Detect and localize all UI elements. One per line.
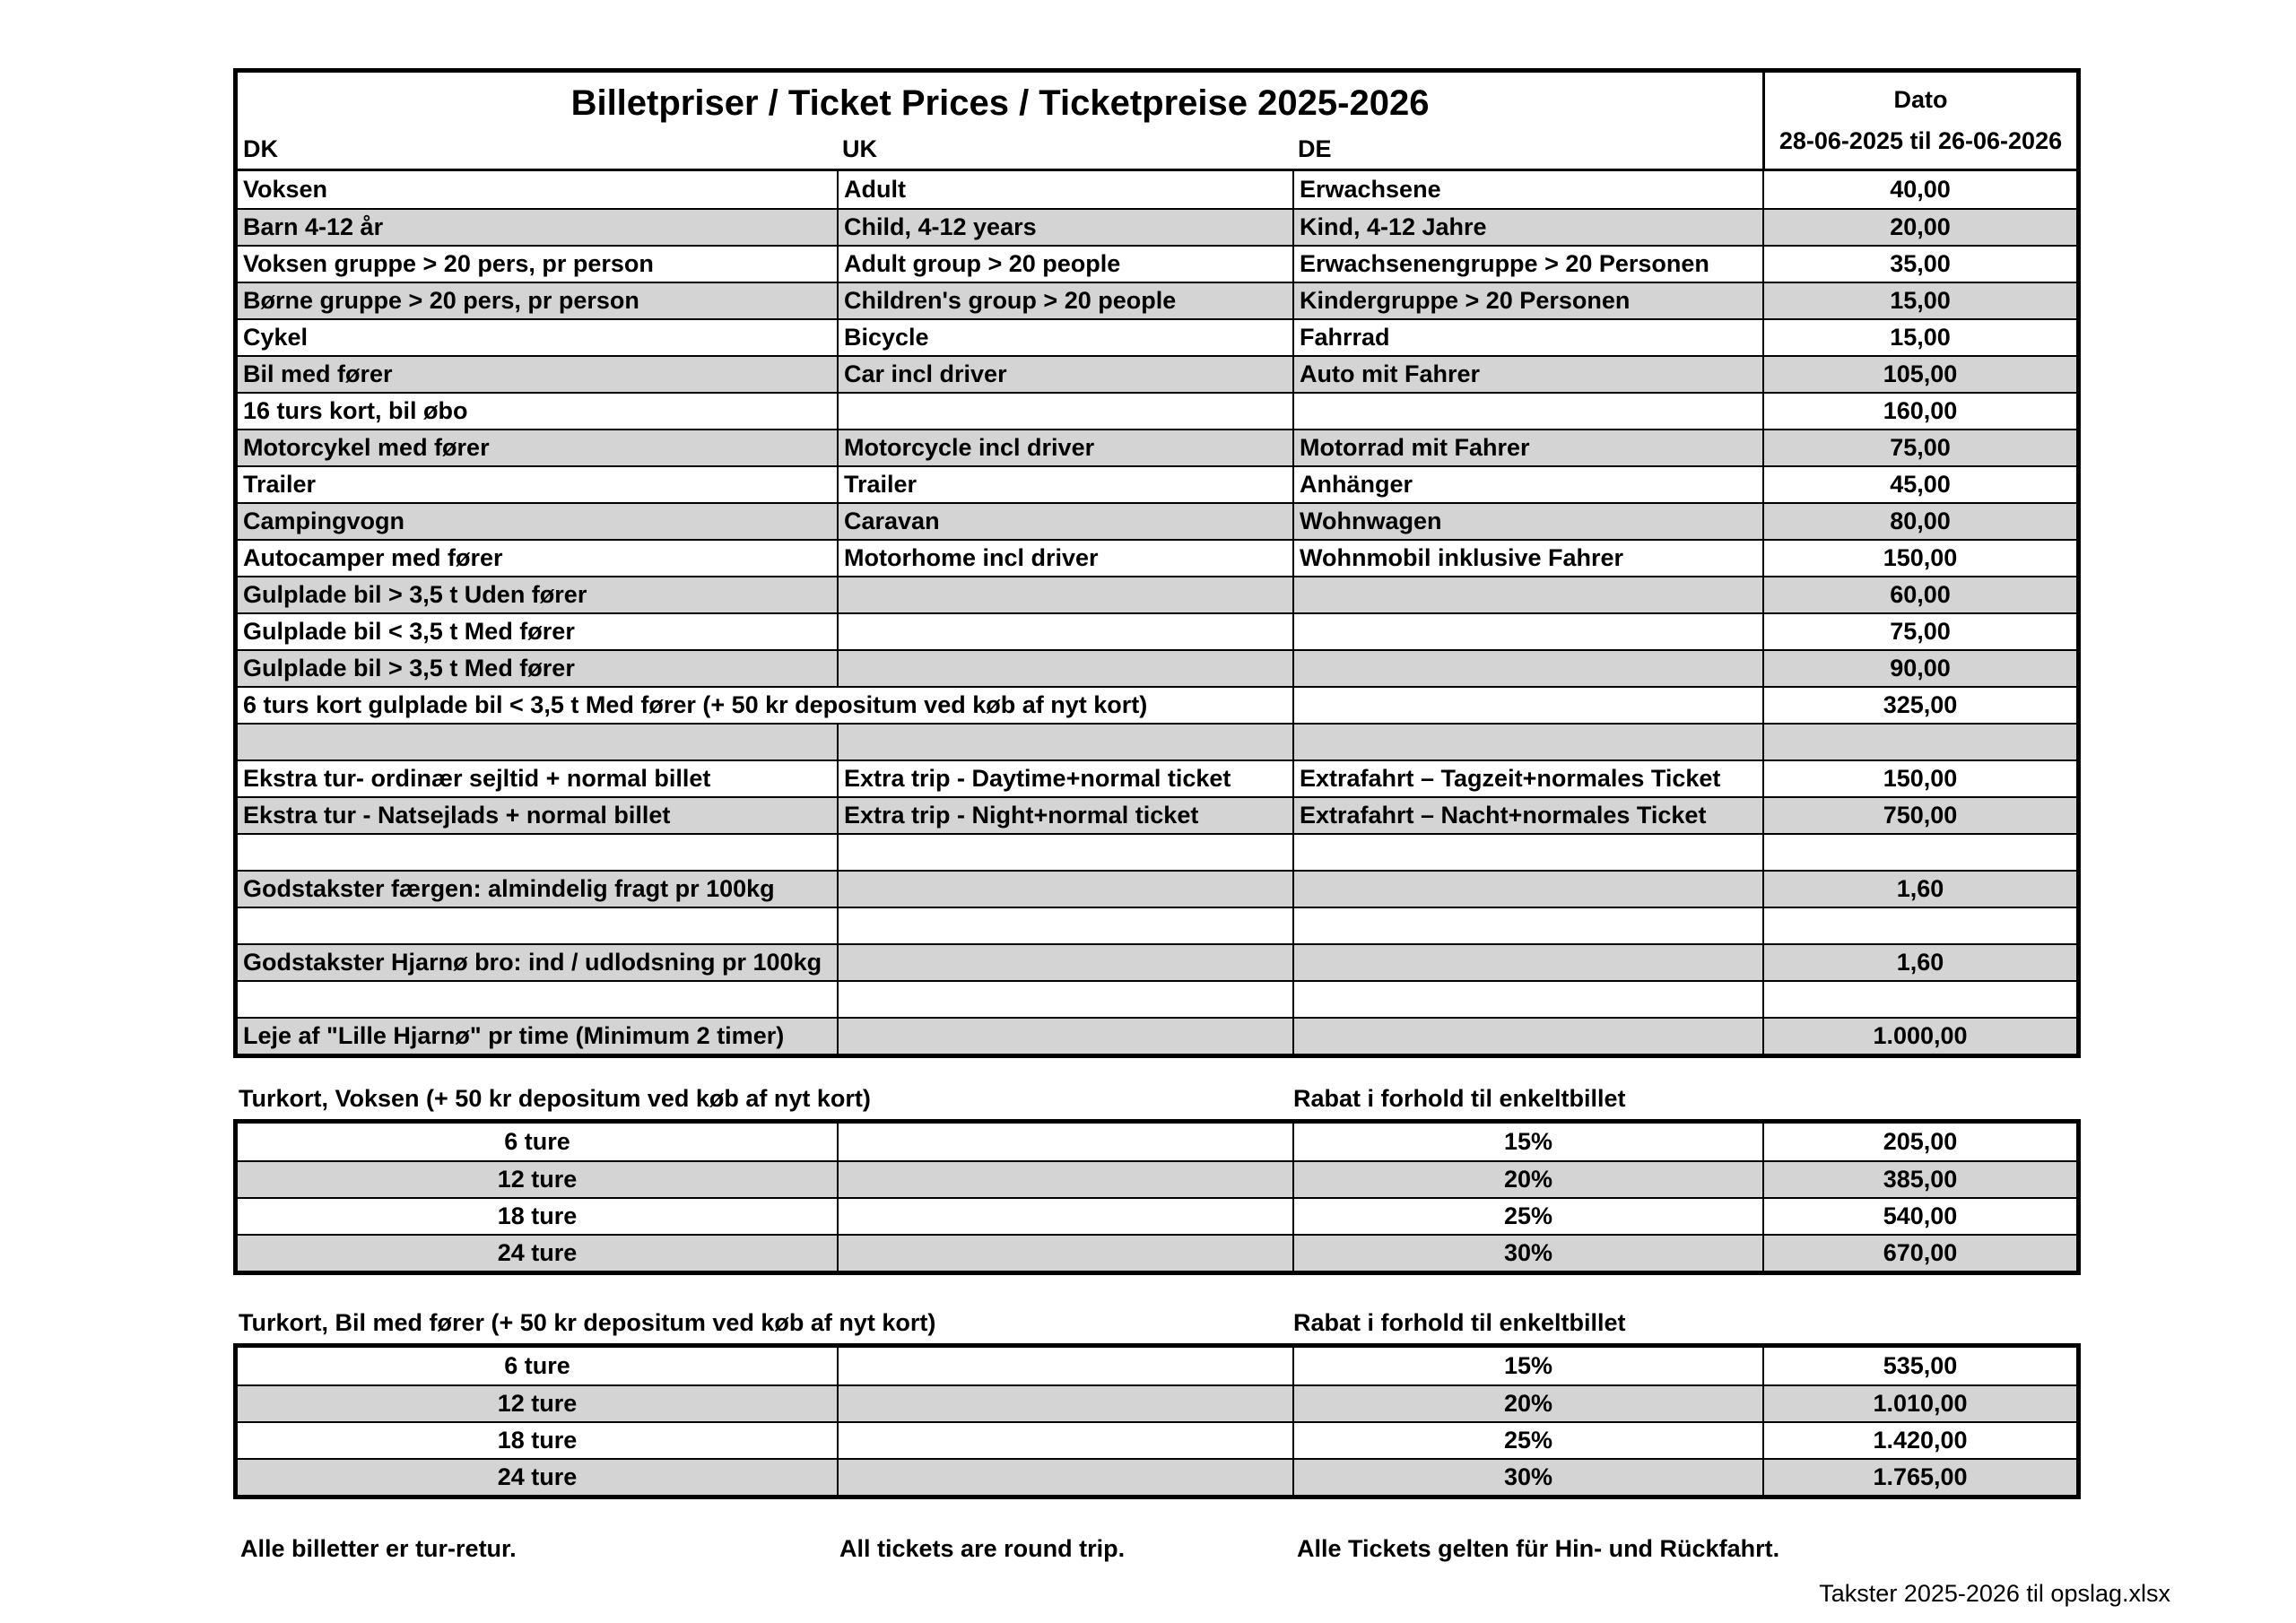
price-de-cell xyxy=(1292,1019,1762,1054)
price-de-cell: Anhänger xyxy=(1292,467,1762,502)
table-row xyxy=(238,1234,2076,1271)
turkort-empty-cell xyxy=(837,1236,1292,1271)
price-uk-cell xyxy=(837,394,1292,429)
table-row xyxy=(238,245,2076,282)
price-uk-cell xyxy=(837,651,1292,686)
header-left xyxy=(238,73,1762,169)
price-uk-cell xyxy=(837,945,1292,980)
table-row xyxy=(238,1017,2076,1054)
turkort-voksen-table xyxy=(233,1119,2081,1275)
turkort-bil-title: Turkort, Bil med fører (+ 50 kr depositum ved køb af nyt kort) xyxy=(239,1309,936,1336)
price-value-cell: 325,00 xyxy=(1762,688,2076,723)
price-de-cell xyxy=(1292,577,1762,612)
price-uk-cell: Children's group > 20 people xyxy=(837,283,1292,318)
price-de-cell xyxy=(1292,872,1762,907)
table-row xyxy=(238,355,2076,392)
price-de-cell: Wohnmobil inklusive Fahrer xyxy=(1292,541,1762,576)
price-uk-cell: Extra trip - Night+normal ticket xyxy=(837,798,1292,833)
price-dk-cell: Voksen gruppe > 20 pers, pr person xyxy=(243,250,654,277)
turkort-trips-cell: 6 ture xyxy=(504,1352,570,1379)
turkort-price-cell: 1.765,00 xyxy=(1762,1460,2076,1495)
table-row xyxy=(238,759,2076,796)
price-dk-cell: Motorcykel med fører xyxy=(243,434,490,461)
price-dk-cell: 16 turs kort, bil øbo xyxy=(243,397,468,424)
price-value-cell: 750,00 xyxy=(1762,798,2076,833)
price-dk-cell: 6 turs kort gulplade bil < 3,5 t Med fører (+ 50 kr depositum ved køb af nyt kort) xyxy=(243,691,1148,718)
price-dk-cell xyxy=(238,835,837,870)
col-de-label: DE xyxy=(1298,135,1332,162)
turkort-trips-cell: 12 ture xyxy=(497,1390,578,1417)
table-row xyxy=(238,1458,2076,1495)
price-dk-cell: Gulplade bil > 3,5 t Med fører xyxy=(243,655,575,681)
table-row xyxy=(238,1348,2076,1384)
turkort-trips-cell: 24 ture xyxy=(497,1239,578,1266)
price-value-cell xyxy=(1762,982,2076,1017)
price-de-cell xyxy=(1292,614,1762,649)
table-row xyxy=(238,1124,2076,1160)
footer-note-de: Alle Tickets gelten für Hin- und Rückfahrt. xyxy=(1297,1535,1780,1562)
col-dk-label: DK xyxy=(243,135,278,162)
turkort-price-cell: 1.420,00 xyxy=(1762,1423,2076,1458)
turkort-bil-rabat-label: Rabat i forhold til enkeltbillet xyxy=(1293,1309,1626,1336)
price-dk-cell: Gulplade bil < 3,5 t Med fører xyxy=(243,618,575,645)
turkort-price-cell: 670,00 xyxy=(1762,1236,2076,1271)
table-row xyxy=(238,539,2076,576)
price-de-cell xyxy=(1292,835,1762,870)
price-uk-cell xyxy=(837,1019,1292,1054)
price-uk-cell: Adult group > 20 people xyxy=(837,247,1292,282)
price-uk-cell: Adult xyxy=(837,171,1292,208)
turkort-discount-cell: 20% xyxy=(1292,1162,1762,1197)
price-dk-cell xyxy=(238,725,837,759)
price-dk-cell: Bil med fører xyxy=(243,360,393,387)
turkort-trips-cell: 18 ture xyxy=(497,1427,578,1454)
price-dk-cell: Godstakster Hjarnø bro: ind / udlodsning pr 100kg xyxy=(243,949,822,976)
turkort-price-cell: 540,00 xyxy=(1762,1199,2076,1234)
turkort-empty-cell xyxy=(837,1348,1292,1384)
turkort-discount-cell: 15% xyxy=(1292,1124,1762,1160)
turkort-trips-cell: 24 ture xyxy=(497,1463,578,1490)
table-row xyxy=(238,1384,2076,1421)
price-uk-cell xyxy=(837,614,1292,649)
page-title: Billetpriser / Ticket Prices / Ticketpreise 2025-2026 xyxy=(570,83,1430,123)
turkort-empty-cell xyxy=(837,1124,1292,1160)
turkort-discount-cell: 25% xyxy=(1292,1199,1762,1234)
price-value-cell: 45,00 xyxy=(1762,467,2076,502)
turkort-empty-cell xyxy=(837,1199,1292,1234)
price-uk-cell xyxy=(837,872,1292,907)
price-de-cell: Auto mit Fahrer xyxy=(1292,357,1762,392)
price-uk-cell: Car incl driver xyxy=(837,357,1292,392)
price-value-cell: 20,00 xyxy=(1762,210,2076,245)
price-dk-cell: Godstakster færgen: almindelig fragt pr 100kg xyxy=(243,875,775,902)
turkort-trips-cell: 18 ture xyxy=(497,1202,578,1229)
price-uk-cell: Motorhome incl driver xyxy=(837,541,1292,576)
turkort-voksen-title: Turkort, Voksen (+ 50 kr depositum ved køb af nyt kort) xyxy=(239,1085,871,1112)
price-de-cell xyxy=(1292,725,1762,759)
table-row xyxy=(238,796,2076,833)
price-uk-cell: Extra trip - Daytime+normal ticket xyxy=(837,761,1292,796)
price-dk-cell xyxy=(238,982,837,1017)
file-name: Takster 2025-2026 til opslag.xlsx xyxy=(1819,1580,2170,1607)
table-row xyxy=(238,318,2076,355)
footer-note-dk: Alle billetter er tur-retur. xyxy=(240,1535,517,1562)
turkort-price-cell: 535,00 xyxy=(1762,1348,2076,1384)
turkort-price-cell: 385,00 xyxy=(1762,1162,2076,1197)
price-uk-cell xyxy=(837,908,1292,943)
price-value-cell: 15,00 xyxy=(1762,283,2076,318)
price-value-cell: 40,00 xyxy=(1762,171,2076,208)
price-dk-cell: Leje af "Lille Hjarnø" pr time (Minimum 2 timer) xyxy=(243,1022,785,1049)
price-value-cell: 60,00 xyxy=(1762,577,2076,612)
table-row xyxy=(238,171,2076,208)
price-dk-cell: Ekstra tur - Natsejlads + normal billet xyxy=(243,802,671,829)
price-dk-cell: Cykel xyxy=(243,324,309,351)
table-row xyxy=(238,612,2076,649)
price-uk-cell: Child, 4-12 years xyxy=(837,210,1292,245)
price-de-cell: Motorrad mit Fahrer xyxy=(1292,430,1762,465)
price-uk-cell xyxy=(837,835,1292,870)
col-uk-label: UK xyxy=(842,135,877,162)
price-value-cell: 160,00 xyxy=(1762,394,2076,429)
price-uk-cell: Bicycle xyxy=(837,320,1292,355)
price-table xyxy=(233,68,2081,1058)
price-uk-cell xyxy=(837,982,1292,1017)
price-value-cell: 75,00 xyxy=(1762,430,2076,465)
price-de-cell xyxy=(1292,651,1762,686)
table-row xyxy=(238,833,2076,870)
turkort-trips-cell: 12 ture xyxy=(497,1166,578,1193)
price-value-cell xyxy=(1762,908,2076,943)
price-value-cell: 75,00 xyxy=(1762,614,2076,649)
price-de-cell xyxy=(1292,982,1762,1017)
price-value-cell: 150,00 xyxy=(1762,541,2076,576)
price-value-cell: 80,00 xyxy=(1762,504,2076,539)
price-de-cell xyxy=(1292,945,1762,980)
price-value-cell: 105,00 xyxy=(1762,357,2076,392)
price-uk-cell xyxy=(837,577,1292,612)
table-row xyxy=(238,980,2076,1017)
price-dk-cell: Autocamper med fører xyxy=(243,544,503,571)
price-dk-cell xyxy=(238,908,837,943)
turkort-trips-cell: 6 ture xyxy=(504,1128,570,1155)
price-uk-cell: Trailer xyxy=(837,467,1292,502)
turkort-discount-cell: 25% xyxy=(1292,1423,1762,1458)
table-row xyxy=(238,576,2076,612)
price-de-cell: Extrafahrt – Tagzeit+normales Ticket xyxy=(1292,761,1762,796)
turkort-empty-cell xyxy=(837,1423,1292,1458)
price-dk-cell: Ekstra tur- ordinær sejltid + normal billet xyxy=(243,765,711,792)
price-de-cell: Kindergruppe > 20 Personen xyxy=(1292,283,1762,318)
turkort-price-cell: 205,00 xyxy=(1762,1124,2076,1160)
price-value-cell xyxy=(1762,725,2076,759)
price-de-cell: Wohnwagen xyxy=(1292,504,1762,539)
price-value-cell: 150,00 xyxy=(1762,761,2076,796)
turkort-discount-cell: 20% xyxy=(1292,1386,1762,1421)
price-rows xyxy=(238,171,2076,1054)
turkort-empty-cell xyxy=(837,1162,1292,1197)
price-dk-cell: Campingvogn xyxy=(243,508,404,534)
table-row xyxy=(238,943,2076,980)
table-row xyxy=(238,429,2076,465)
turkort-voksen-rabat-label: Rabat i forhold til enkeltbillet xyxy=(1293,1085,1626,1112)
price-value-cell: 1,60 xyxy=(1762,872,2076,907)
price-value-cell: 1,60 xyxy=(1762,945,2076,980)
price-de-cell: Fahrrad xyxy=(1292,320,1762,355)
price-uk-cell xyxy=(837,725,1292,759)
price-value-cell: 15,00 xyxy=(1762,320,2076,355)
price-value-cell: 1.000,00 xyxy=(1762,1019,2076,1054)
table-row xyxy=(238,649,2076,686)
price-de-cell: Extrafahrt – Nacht+normales Ticket xyxy=(1292,798,1762,833)
table-row xyxy=(238,465,2076,502)
price-dk-cell: Trailer xyxy=(243,471,317,498)
header-date xyxy=(1762,73,2076,169)
price-de-cell xyxy=(1292,688,1762,723)
table-row xyxy=(238,723,2076,759)
table-row xyxy=(238,208,2076,245)
table-row xyxy=(238,1421,2076,1458)
price-de-cell: Erwachsene xyxy=(1292,171,1762,208)
table-row xyxy=(238,686,2076,723)
table-row xyxy=(238,392,2076,429)
footer-note-uk: All tickets are round trip. xyxy=(839,1535,1126,1562)
date-label: Dato xyxy=(1893,86,1948,114)
turkort-discount-cell: 15% xyxy=(1292,1348,1762,1384)
price-de-cell xyxy=(1292,394,1762,429)
table-row xyxy=(238,282,2076,318)
date-range: 28-06-2025 til 26-06-2026 xyxy=(1779,126,2063,154)
price-value-cell: 90,00 xyxy=(1762,651,2076,686)
price-table-header xyxy=(238,73,2076,171)
price-dk-cell: Børne gruppe > 20 pers, pr person xyxy=(243,287,639,314)
price-de-cell: Kind, 4-12 Jahre xyxy=(1292,210,1762,245)
price-value-cell: 35,00 xyxy=(1762,247,2076,282)
table-row xyxy=(238,1160,2076,1197)
table-row xyxy=(238,502,2076,539)
price-dk-cell: Voksen xyxy=(243,176,328,203)
turkort-discount-cell: 30% xyxy=(1292,1236,1762,1271)
price-de-cell xyxy=(1292,908,1762,943)
price-uk-cell: Motorcycle incl driver xyxy=(837,430,1292,465)
price-dk-cell: Gulplade bil > 3,5 t Uden fører xyxy=(243,581,587,608)
turkort-discount-cell: 30% xyxy=(1292,1460,1762,1495)
table-row xyxy=(238,870,2076,907)
turkort-price-cell: 1.010,00 xyxy=(1762,1386,2076,1421)
price-dk-cell: Barn 4-12 år xyxy=(243,213,384,240)
price-uk-cell: Caravan xyxy=(837,504,1292,539)
price-de-cell: Erwachsenengruppe > 20 Personen xyxy=(1292,247,1762,282)
turkort-empty-cell xyxy=(837,1460,1292,1495)
turkort-bil-table xyxy=(233,1343,2081,1499)
price-value-cell xyxy=(1762,835,2076,870)
turkort-empty-cell xyxy=(837,1386,1292,1421)
table-row xyxy=(238,1197,2076,1234)
table-row xyxy=(238,907,2076,943)
